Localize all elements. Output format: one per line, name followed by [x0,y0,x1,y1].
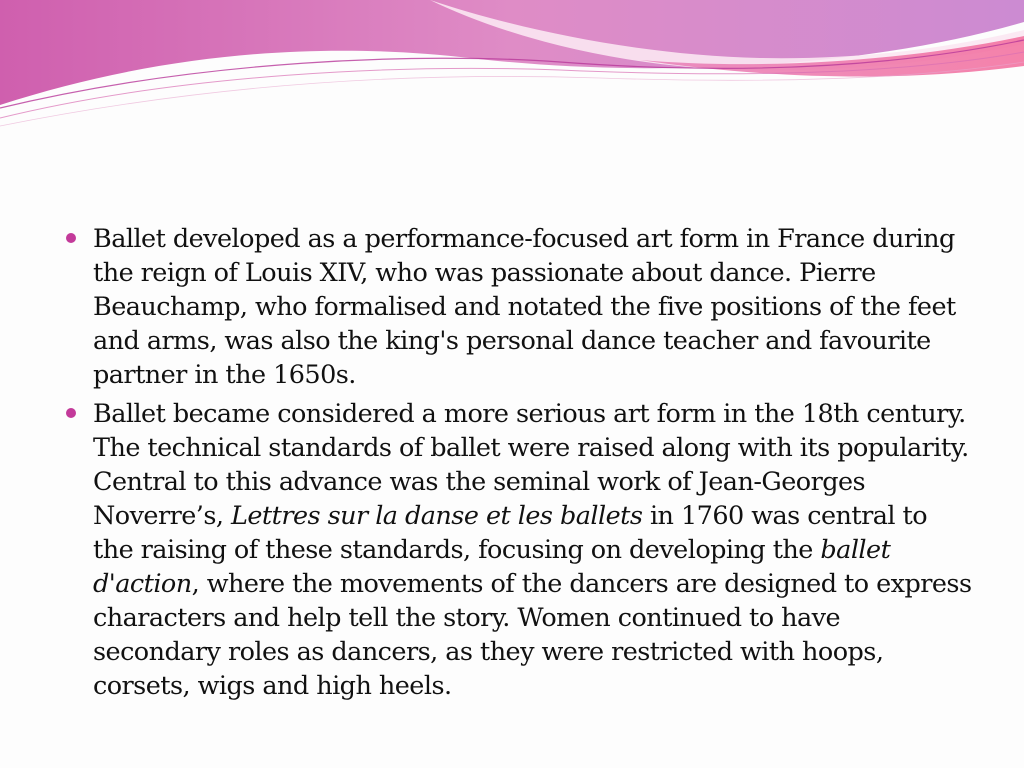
header-wave-decoration [0,0,1024,130]
bullet-item [62,397,972,703]
bullet-item [62,222,972,392]
bullet-list [62,222,972,703]
book-title-italic: Lettres sur la danse et les ballets [231,501,643,531]
bullet-dot-icon [66,408,76,418]
bullet-dot-icon [66,233,76,243]
slide-body [62,222,972,708]
bullet-text [93,224,956,390]
text-segment: Ballet developed as a performance-focused art form in France during the reign of Louis XIV, who was passionate about dance. Pierre Beauchamp, who formalised and notated the five positions of the feet and arms, was also the king's personal dance teacher and favourite partner in the 1650s. [93,224,956,390]
text-segment: Ballet became considered a more serious art form in the 18th century. The technical standards of ballet were raised along with its popularity. Central to this advance was the seminal work of Jean-Georges Noverre’s, [93,399,969,531]
text-segment: in 1760 was central to the raising of these standards, focusing on developing the [93,501,928,565]
term-italic: ballet d'action [93,535,891,599]
bullet-text [93,399,972,701]
text-segment: , where the movements of the dancers are designed to express characters and help tell the story. Women continued to have secondary roles as dancers, as they were restricted with hoops, corsets, wigs and high heels. [93,569,972,701]
